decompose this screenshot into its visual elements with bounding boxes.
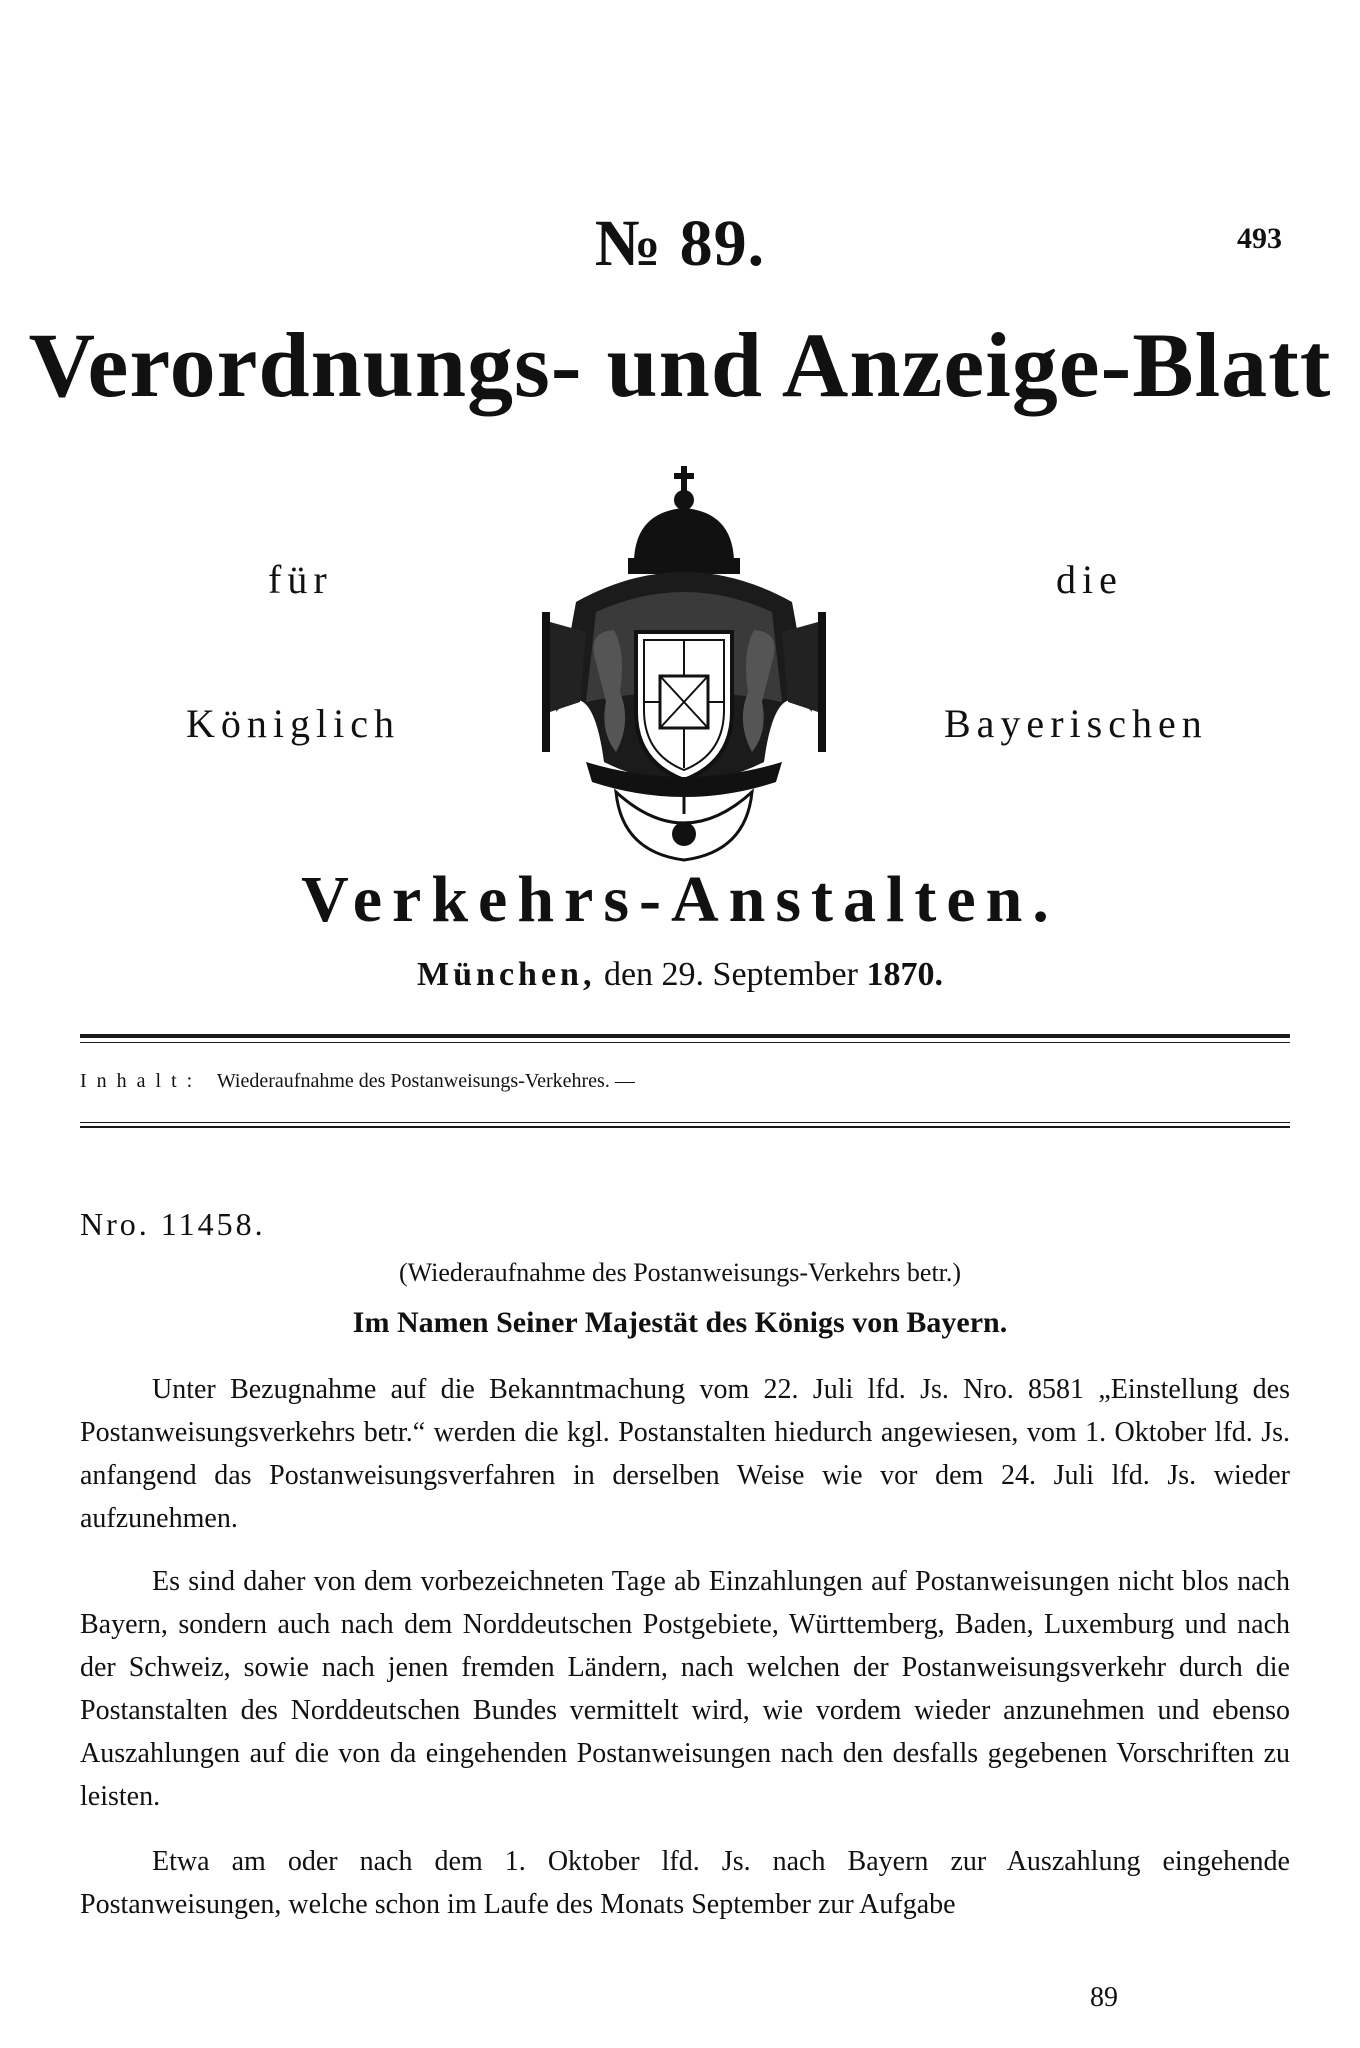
article-invocation: Im Namen Seiner Majestät des Königs von Bayern. [352, 1306, 1008, 1339]
dateline [0, 956, 1360, 994]
side-word-fuer: für [268, 557, 333, 602]
side-word-die: die [1056, 557, 1123, 602]
divider-rule-lower-thick [80, 1126, 1290, 1128]
article-number: Nro. 11458. [80, 1206, 266, 1242]
masthead-subtitle: Verkehrs-Anstalten. [301, 863, 1059, 936]
masthead-title: Verordnungs- und Anzeige-Blatt [28, 314, 1332, 416]
side-word-bayerischen: Bayerischen [944, 701, 1208, 746]
signature-mark: 89 [1090, 1982, 1118, 2013]
contents-label: Inhalt: [80, 1070, 203, 1092]
page-number: 493 [1237, 222, 1282, 255]
dateline-date: den 29. September [603, 956, 858, 993]
dateline-city: München, [417, 956, 596, 993]
coat-of-arms-icon [536, 462, 832, 862]
side-word-koeniglich: Königlich [186, 701, 400, 746]
paragraph-1: Unter Bezugnahme auf die Bekanntmachung vom 22. Juli lfd. Js. Nro. 8581 „Einstellung des Postanweisungsverkehrs betr.“ werden die kgl. Postanstalten hiedurch angewiesen, vom 1. Oktober lfd. Js. anfangend das Postanweisungsverfahren in derselben Weise wie vor dem 24. Juli lfd. Js. wieder aufzunehmen. [80, 1374, 1290, 1534]
divider-rule-thin [80, 1042, 1290, 1043]
issue-number: № 89. [594, 207, 766, 280]
paragraph-3: Etwa am oder nach dem 1. Oktober lfd. Js. nach Bayern zur Auszahlung eingehende Postanweisungen, welche schon im Laufe des Monats September zur Aufgabe [80, 1846, 1290, 1920]
paragraph-2: Es sind daher von dem vorbezeichneten Tage ab Einzahlungen auf Postanweisungen nicht blos nach Bayern, sondern auch nach dem Norddeutschen Postgebiete, Württemberg, Baden, Luxemburg und nach der Schweiz, sowie nach jenen fremden Ländern, nach welchen der Postanweisungsverkehr durch die Postanstalten des Norddeutschen Bundes vermittelt wird, wie vordem wieder anzunehmen und ebenso Auszahlungen auf die von da eingehenden Postanweisungen nach den desfalls gegebenen Vorschriften zu leisten. [80, 1566, 1290, 1812]
contents-text: Wiederaufnahme des Postanweisungs-Verkehres. — [216, 1070, 635, 1092]
article-subject: (Wiederaufnahme des Postanweisungs-Verkehrs betr.) [398, 1258, 962, 1287]
contents-line [80, 1070, 635, 1093]
divider-rule-lower [80, 1122, 1290, 1123]
dateline-year: 1870. [866, 956, 943, 993]
divider-rule [80, 1034, 1290, 1038]
